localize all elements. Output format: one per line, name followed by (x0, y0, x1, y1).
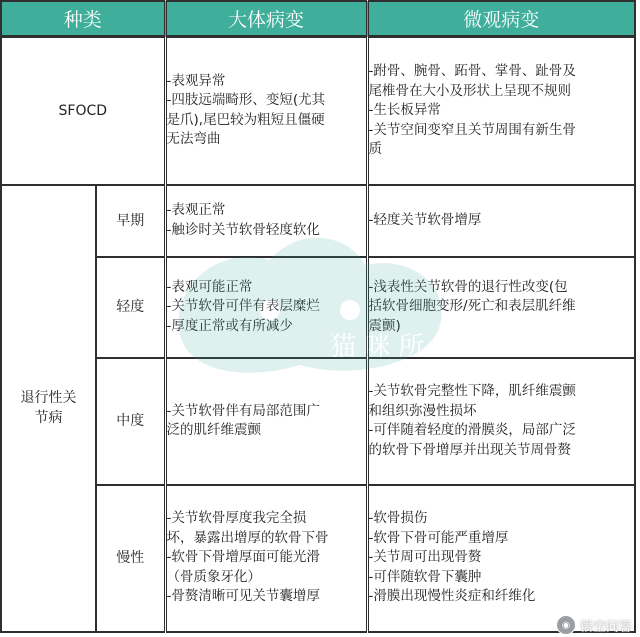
text-line: 的软骨下骨增厚并出现关节周骨赘 (368, 441, 572, 458)
text-line: -浅表性关节软骨的退行性改变(包 (368, 278, 568, 295)
text-line: （骨质象牙化） (166, 568, 262, 585)
micro-sfocd (367, 37, 635, 185)
text-line: -软骨损伤 (368, 510, 428, 527)
text-line: 坏，暴露出增厚的软骨下骨 (166, 529, 329, 546)
text-line: -关节软骨厚度我完全损 (166, 510, 307, 527)
stage-mild: 轻度 (96, 257, 165, 358)
text-line: -骨赘清晰可见关节囊增厚 (166, 588, 320, 605)
text-line: 质 (368, 141, 383, 157)
micro-mild (367, 257, 635, 358)
gross-early (165, 185, 367, 257)
text-line: -软骨下骨增厚面可能光滑 (166, 549, 320, 566)
header-micro: 微观病变 (367, 1, 635, 37)
text-line: -关节软骨伴有局部范围广 (166, 402, 320, 419)
text-line: -厚度正常或有所减少 (166, 317, 293, 334)
text-line: -表观可能正常 (166, 278, 253, 295)
table-row-moderate (1, 358, 635, 485)
category-sfocd: SFOCD (1, 37, 165, 185)
text-line: -轻度关节软骨增厚 (368, 211, 482, 228)
header-row (1, 1, 635, 37)
text-line: 是爪),尾巴较为粗短且僵硬 (166, 111, 325, 128)
watermark-text: 猫 咪 所 (330, 332, 425, 362)
gross-sfocd (165, 37, 367, 185)
text-line: -关节空间变窄且关节周围有新生骨 (368, 121, 576, 138)
category-degenerative (1, 185, 96, 632)
text-line: 尾椎骨在大小及形状上呈现不规则 (368, 82, 572, 99)
text-line: -滑膜出现慢性炎症和纤维化 (368, 588, 536, 605)
stage-moderate: 中度 (96, 358, 165, 485)
text-line: 泛的肌纤维震颤 (166, 422, 262, 438)
text-line: -关节软骨可伴有表层糜烂 (166, 298, 320, 315)
text-line: -表观正常 (166, 202, 226, 218)
stage-early: 早期 (96, 185, 165, 257)
text-line: -表观异常 (166, 72, 226, 89)
text-line: -触诊时关节软骨轻度软化 (166, 221, 320, 238)
micro-chronic (367, 485, 635, 632)
table-row-early (1, 185, 635, 257)
text-line: -软骨下骨可能严重增厚 (368, 529, 509, 546)
table-row-chronic (1, 485, 635, 632)
table-row-mild (1, 257, 635, 358)
text-line: 震颤) (368, 317, 401, 334)
gross-mild (165, 257, 367, 358)
micro-moderate (367, 358, 635, 485)
text-line: -四肢远端畸形、变短(尤其 (166, 92, 326, 109)
micro-early (367, 185, 635, 257)
text-line: -关节周可出现骨赘 (368, 549, 482, 566)
toutiao-logo-icon: ◉ (556, 615, 576, 635)
text-line: 节病 (34, 410, 63, 426)
text-line: -跗骨、腕骨、跖骨、掌骨、趾骨及 (368, 63, 576, 79)
text-line: -可伴随软骨下囊肿 (368, 568, 482, 585)
text-line: 无法弯曲 (166, 131, 221, 148)
stage-chronic: 慢性 (96, 485, 165, 632)
table-row-sfocd (1, 37, 635, 185)
gross-chronic (165, 485, 367, 632)
brand-text: 悟空问答 (579, 619, 632, 635)
text-line: 括软骨细胞变形/死亡和表层肌纤维 (368, 298, 576, 315)
text-line: 和组织弥漫性损坏 (368, 402, 477, 419)
header-gross: 大体病变 (165, 1, 367, 37)
text-line: -可伴随着轻度的滑膜炎，局部广泛 (368, 422, 576, 438)
header-category: 种类 (1, 1, 165, 37)
text-line: 退行性关 (20, 390, 77, 406)
text-line: -关节软骨完整性下降，肌纤维震颤 (368, 383, 576, 399)
brand-badge (556, 615, 632, 635)
gross-moderate (165, 358, 367, 485)
text-line: -生长板异常 (368, 102, 441, 118)
